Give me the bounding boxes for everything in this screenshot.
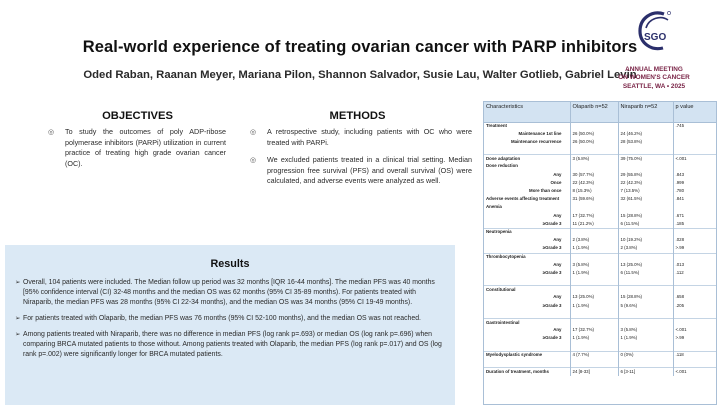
niraparib-cell xyxy=(618,253,673,261)
logo-caption-line3: SEATTLE, WA • 2025 xyxy=(622,82,686,90)
olaparib-cell: 3 (5.8%) xyxy=(570,155,618,163)
row-label-cell: Any xyxy=(484,294,570,302)
row-label-cell: Myelodysplastic syndrome xyxy=(484,351,570,359)
row-label-cell: Dose reduction xyxy=(484,163,570,171)
p-value-cell: .745 xyxy=(673,122,716,130)
table-row xyxy=(484,351,716,359)
olaparib-cell xyxy=(570,204,618,212)
p-value-cell xyxy=(673,228,716,236)
row-label-cell: Maintenance 1st line xyxy=(484,130,570,138)
table-row xyxy=(484,220,716,228)
row-label-cell: ≥Grade 3 xyxy=(484,245,570,253)
niraparib-cell xyxy=(618,228,673,236)
results-panel xyxy=(5,245,455,405)
row-label-cell xyxy=(484,310,570,318)
niraparib-cell: 0 (0%) xyxy=(618,351,673,359)
objectives-list xyxy=(48,127,226,176)
p-value-cell: .112 xyxy=(673,269,716,277)
arrow-bullet-icon: ➢ xyxy=(15,279,21,286)
characteristics-table-panel xyxy=(483,101,717,405)
p-value-cell xyxy=(673,253,716,261)
row-label-cell xyxy=(484,147,570,155)
p-value-cell: .118 xyxy=(673,351,716,359)
niraparib-cell: 6 (11.5%) xyxy=(618,269,673,277)
table-row xyxy=(484,163,716,171)
row-label-cell: Anemia xyxy=(484,204,570,212)
row-label-cell: Gastrointestinal xyxy=(484,319,570,327)
table-row xyxy=(484,286,716,294)
olaparib-cell: 24 [8-33] xyxy=(570,368,618,376)
p-value-cell: .658 xyxy=(673,294,716,302)
p-value-cell: .013 xyxy=(673,261,716,269)
niraparib-cell: 7 (13.5%) xyxy=(618,188,673,196)
p-value-cell xyxy=(673,163,716,171)
results-list xyxy=(15,278,447,366)
circle-bullet-icon: ◎ xyxy=(250,157,257,165)
niraparib-cell xyxy=(618,204,673,212)
olaparib-cell xyxy=(570,122,618,130)
results-item-text: For patients treated with Olaparib, the median PFS was 76 months (95% CI 52-100 months), and the median OS was not reached. xyxy=(23,315,421,322)
olaparib-cell xyxy=(570,286,618,294)
p-value-cell xyxy=(673,278,716,286)
niraparib-cell: 13 (25.0%) xyxy=(618,261,673,269)
table-row xyxy=(484,188,716,196)
p-value-cell xyxy=(673,286,716,294)
p-value-cell: >.99 xyxy=(673,335,716,343)
olaparib-cell: 4 (7.7%) xyxy=(570,351,618,359)
niraparib-cell: 29 (55.8%) xyxy=(618,171,673,179)
methods-item-text: We excluded patients treated in a clinical trial setting. Median progression free survival (PFS) and overall survival (OS) were calculated, and adverse events were analyzed as well. xyxy=(267,155,472,186)
p-value-cell: <.001 xyxy=(673,327,716,335)
table-row xyxy=(484,319,716,327)
row-label-cell: Any xyxy=(484,237,570,245)
table-row xyxy=(484,122,716,130)
p-value-cell: .843 xyxy=(673,171,716,179)
niraparib-cell xyxy=(618,147,673,155)
table-row xyxy=(484,302,716,310)
results-item-text: Overall, 104 patients were included. The Median follow up period was 32 months [IQR 16-44 months]. The median PFS was 40 months [95% confidence interval (CI) 32-48 months and the median OS was 62 months (95% CI 35-89 months). For patients treated with Niraparib, the median PFS was 28 months (95% CI 22-34 months), and the median OS was 34 months (95% CI 19-49 months). xyxy=(23,279,435,306)
niraparib-cell: 5 (9.6%) xyxy=(618,302,673,310)
p-value-cell: .185 xyxy=(673,220,716,228)
p-value-cell: .671 xyxy=(673,212,716,220)
table-row xyxy=(484,294,716,302)
logo-caption xyxy=(600,66,708,91)
table-row xyxy=(484,179,716,187)
methods-item xyxy=(250,127,472,148)
row-label-cell: Treatment xyxy=(484,122,570,130)
table-row xyxy=(484,138,716,146)
table-row xyxy=(484,171,716,179)
row-label-cell: Constitutional xyxy=(484,286,570,294)
olaparib-cell: 1 (1.9%) xyxy=(570,302,618,310)
table-row xyxy=(484,212,716,220)
niraparib-cell: 32 (61.5%) xyxy=(618,196,673,204)
table-row xyxy=(484,130,716,138)
table-body xyxy=(484,122,716,376)
results-item xyxy=(15,330,447,360)
olaparib-cell xyxy=(570,319,618,327)
row-label-cell: Adverse events affecting treatment xyxy=(484,196,570,204)
row-label-cell xyxy=(484,278,570,286)
p-value-cell xyxy=(673,310,716,318)
row-label-cell xyxy=(484,343,570,351)
circle-bullet-icon: ◎ xyxy=(48,129,55,136)
logo-caption-line1: ANNUAL MEETING xyxy=(625,66,683,73)
niraparib-cell: 1 (1.9%) xyxy=(618,335,673,343)
table-row xyxy=(484,310,716,318)
objectives-heading: OBJECTIVES xyxy=(102,110,173,122)
column-header-olaparib: Olaparib n=52 xyxy=(570,102,618,122)
olaparib-cell: 13 (25.0%) xyxy=(570,294,618,302)
methods-item xyxy=(250,155,472,187)
methods-item-text: A retrospective study, including patients with OC who were treated with PARPi. xyxy=(267,127,472,147)
niraparib-cell: 22 (42.3%) xyxy=(618,179,673,187)
table-row xyxy=(484,237,716,245)
table-row xyxy=(484,196,716,204)
results-item xyxy=(15,278,447,308)
row-label-cell: Duration of treatment, months xyxy=(484,368,570,376)
p-value-cell: .205 xyxy=(673,302,716,310)
methods-list xyxy=(250,127,472,194)
niraparib-cell: 24 (46.2%) xyxy=(618,130,673,138)
niraparib-cell xyxy=(618,319,673,327)
row-label-cell: Any xyxy=(484,327,570,335)
characteristics-table xyxy=(484,102,717,376)
p-value-cell: .028 xyxy=(673,237,716,245)
table-row xyxy=(484,335,716,343)
p-value-cell xyxy=(673,138,716,146)
olaparib-cell xyxy=(570,228,618,236)
p-value-cell xyxy=(673,130,716,138)
sgo-logo-name: SGO xyxy=(644,32,667,43)
olaparib-cell: 22 (42.3%) xyxy=(570,179,618,187)
poster-authors: Oded Raban, Raanan Meyer, Mariana Pilon, Shannon Salvador, Susie Lau, Walter Gotlieb, Gabriel Levin xyxy=(83,69,637,81)
results-item-text: Among patients treated with Niraparib, there was no difference in median PFS (log rank p=.693) or median OS (log rank p=.696) when comparing BRCA mutated patients to those without. Among patients treated with Olaparib, the median PFS (log rank p=.017) and OS (log rank p=.002) were significantly longer for BRCA mutated patients. xyxy=(23,331,442,358)
row-label-cell: More than once xyxy=(484,188,570,196)
column-header-characteristics: Characteristics xyxy=(484,102,570,122)
table-row xyxy=(484,245,716,253)
methods-heading: METHODS xyxy=(329,110,386,122)
olaparib-cell xyxy=(570,147,618,155)
niraparib-cell xyxy=(618,359,673,367)
olaparib-cell: 30 (57.7%) xyxy=(570,171,618,179)
olaparib-cell: 2 (3.8%) xyxy=(570,237,618,245)
olaparib-cell: 1 (1.9%) xyxy=(570,269,618,277)
olaparib-cell: 1 (1.9%) xyxy=(570,335,618,343)
row-label-cell: Any xyxy=(484,212,570,220)
niraparib-cell: 15 (28.8%) xyxy=(618,294,673,302)
sgo-logo xyxy=(600,8,708,100)
p-value-cell: >.99 xyxy=(673,245,716,253)
niraparib-cell xyxy=(618,286,673,294)
results-heading: Results xyxy=(210,258,250,270)
niraparib-cell: 10 (19.2%) xyxy=(618,237,673,245)
results-item xyxy=(15,314,447,324)
olaparib-cell: 11 (21.2%) xyxy=(570,220,618,228)
olaparib-cell xyxy=(570,359,618,367)
row-label-cell: Any xyxy=(484,171,570,179)
olaparib-cell xyxy=(570,278,618,286)
row-label-cell: ≥Grade 3 xyxy=(484,302,570,310)
niraparib-cell xyxy=(618,122,673,130)
olaparib-cell xyxy=(570,163,618,171)
objectives-item-text: To study the outcomes of poly ADP-ribose polymerase inhibitors (PARPi) utilization in current practice of treating high grade ovarian cancer (OC). xyxy=(65,127,226,168)
row-label-cell: ≥Grade 3 xyxy=(484,335,570,343)
p-value-cell: <.001 xyxy=(673,368,716,376)
niraparib-cell: 3 (5.8%) xyxy=(618,327,673,335)
olaparib-cell: 26 (50.0%) xyxy=(570,130,618,138)
p-value-cell: .780 xyxy=(673,188,716,196)
olaparib-cell: 26 (50.0%) xyxy=(570,138,618,146)
table-row xyxy=(484,147,716,155)
table-row xyxy=(484,155,716,163)
p-value-cell xyxy=(673,359,716,367)
p-value-cell: <.001 xyxy=(673,155,716,163)
row-label-cell: Neutropenia xyxy=(484,228,570,236)
row-label-cell: ≥Grade 3 xyxy=(484,220,570,228)
table-row xyxy=(484,204,716,212)
niraparib-cell: 39 (75.0%) xyxy=(618,155,673,163)
olaparib-cell xyxy=(570,253,618,261)
column-header-p-value: p value xyxy=(673,102,716,122)
niraparib-cell xyxy=(618,278,673,286)
olaparib-cell: 1 (1.9%) xyxy=(570,245,618,253)
olaparib-cell: 17 (32.7%) xyxy=(570,327,618,335)
p-value-cell: .999 xyxy=(673,179,716,187)
olaparib-cell xyxy=(570,310,618,318)
arrow-bullet-icon: ➢ xyxy=(15,315,21,322)
olaparib-cell xyxy=(570,343,618,351)
poster-title: Real-world experience of treating ovarian cancer with PARP inhibitors xyxy=(82,38,638,56)
table-header-row xyxy=(484,102,716,122)
row-label-cell: Any xyxy=(484,261,570,269)
row-label-cell: Thrombocytopenia xyxy=(484,253,570,261)
logo-caption-line2: ON WOMEN'S CANCER xyxy=(618,74,690,82)
sgo-emblem-icon xyxy=(634,8,676,54)
table-row xyxy=(484,278,716,286)
table-row xyxy=(484,343,716,351)
row-label-cell: Maintenance recurrence xyxy=(484,138,570,146)
olaparib-cell: 8 (15.3%) xyxy=(570,188,618,196)
table-row xyxy=(484,368,716,376)
niraparib-cell: 6 [3-11] xyxy=(618,368,673,376)
p-value-cell xyxy=(673,147,716,155)
row-label-cell: Once xyxy=(484,179,570,187)
table-row xyxy=(484,269,716,277)
niraparib-cell: 15 (28.8%) xyxy=(618,212,673,220)
niraparib-cell: 6 (11.5%) xyxy=(618,220,673,228)
circle-bullet-icon: ◎ xyxy=(250,129,257,136)
niraparib-cell: 2 (3.8%) xyxy=(618,245,673,253)
column-header-niraparib: Niraparib n=52 xyxy=(618,102,673,122)
table-row xyxy=(484,261,716,269)
objectives-item xyxy=(48,127,226,169)
p-value-cell xyxy=(673,204,716,212)
olaparib-cell: 3 (5.8%) xyxy=(570,261,618,269)
table-row xyxy=(484,253,716,261)
table-row xyxy=(484,228,716,236)
niraparib-cell xyxy=(618,310,673,318)
row-label-cell xyxy=(484,359,570,367)
niraparib-cell xyxy=(618,343,673,351)
p-value-cell xyxy=(673,319,716,327)
table-row xyxy=(484,327,716,335)
table-row xyxy=(484,359,716,367)
arrow-bullet-icon: ➢ xyxy=(15,331,21,338)
p-value-cell: .841 xyxy=(673,196,716,204)
olaparib-cell: 31 (59.6%) xyxy=(570,196,618,204)
niraparib-cell: 28 (53.8%) xyxy=(618,138,673,146)
olaparib-cell: 17 (32.7%) xyxy=(570,212,618,220)
row-label-cell: Dose adaptation xyxy=(484,155,570,163)
row-label-cell: ≥Grade 3 xyxy=(484,269,570,277)
niraparib-cell xyxy=(618,163,673,171)
p-value-cell xyxy=(673,343,716,351)
